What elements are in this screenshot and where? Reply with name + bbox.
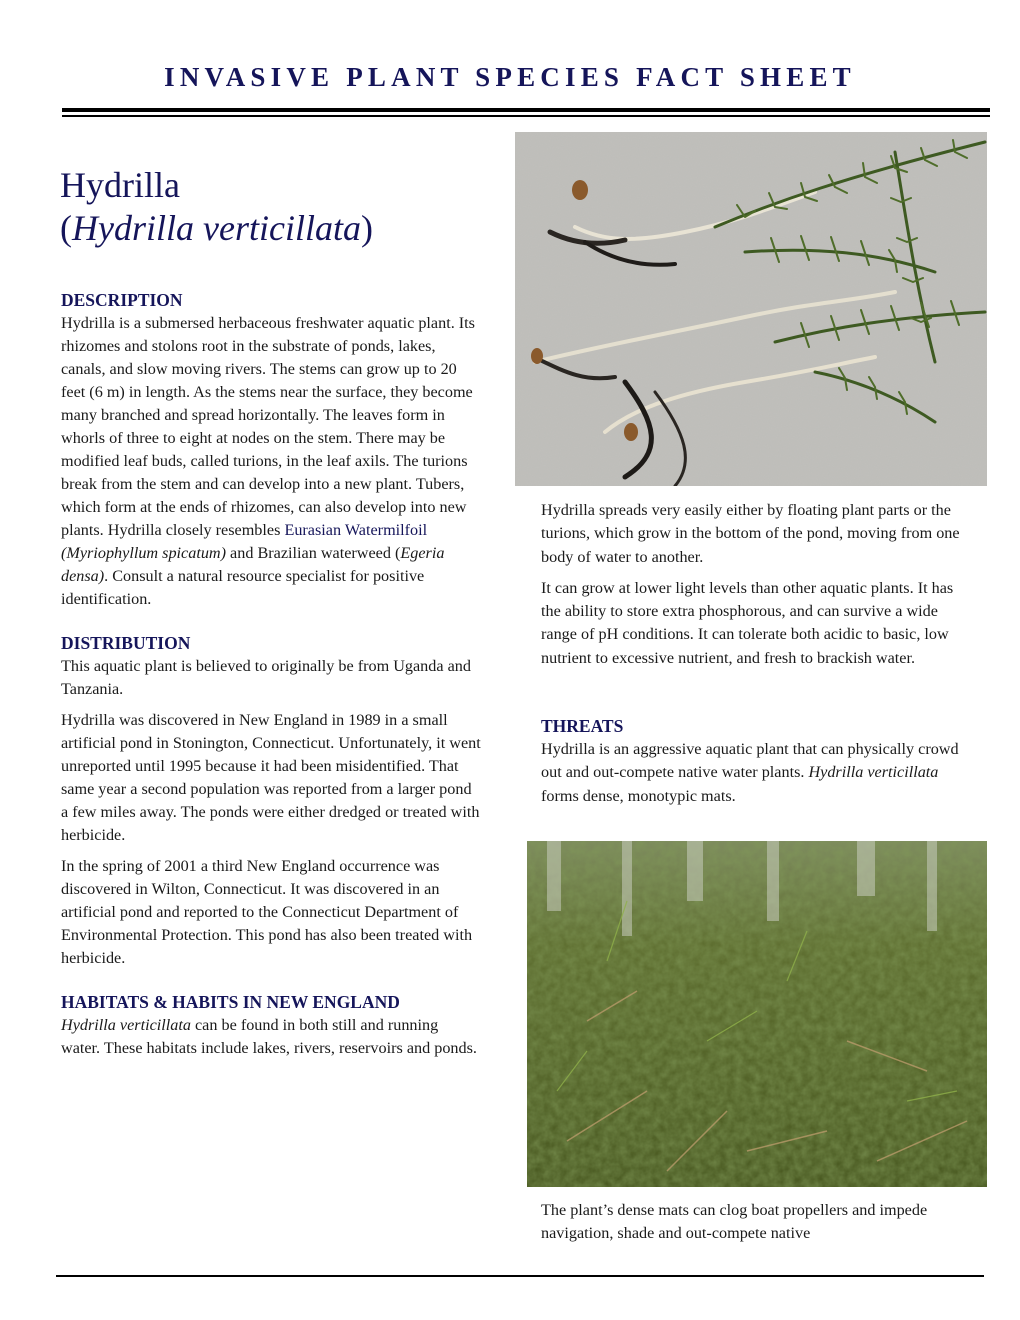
left-column xyxy=(61,289,481,1060)
spread-section xyxy=(541,499,971,670)
hydrilla-mats-photo xyxy=(527,841,987,1187)
distribution-paragraph: This aquatic plant is believed to originally be from Uganda and Tanzania. xyxy=(61,657,471,698)
spread-paragraph: It can grow at lower light levels than other aquatic plants. It has the ability to store extra phosphorous, and can survive a wide range of pH conditions. It can tolerate both acidic to basic, low nutrient to excessive nutrient, and fresh to brackish water. xyxy=(541,578,954,667)
hydrilla-mats-illustration xyxy=(527,841,987,1187)
spacer xyxy=(541,569,971,577)
distribution-paragraph: Hydrilla was discovered in New England in 1989 in a small artificial pond in Stonington, Connecticut. Unfortunately, it went unreported until 1995 because it had been misidentified. That same year a second population was reported from a larger pond a few miles away. The ponds were either dredged or treated with herbicide. xyxy=(61,711,481,844)
threats-sci-name: Hydrilla verticillata xyxy=(808,763,939,782)
spacer xyxy=(61,970,481,991)
habitats-sci-name: Hydrilla verticillata xyxy=(61,1016,191,1034)
fact-sheet-header-title: INVASIVE PLANT SPECIES FACT SHEET xyxy=(164,62,856,92)
spacer xyxy=(61,611,481,632)
mats-text: The plant’s dense mats can clog boat propellers and impede navigation, shade and out-compete native xyxy=(541,1201,928,1243)
spread-paragraph: Hydrilla spreads very easily either by floating plant parts or the turions, which grow in the bottom of the pond, moving from one body of water to another. xyxy=(541,501,960,566)
close-paren: ) xyxy=(360,208,373,248)
scientific-name: Hydrilla verticillata xyxy=(72,208,361,248)
threats-text xyxy=(541,738,971,808)
habitats-text xyxy=(61,1014,481,1060)
spacer xyxy=(61,847,481,855)
footer-rule xyxy=(56,1275,984,1277)
eurasian-watermilfoil-link[interactable]: Eurasian Watermilfoil xyxy=(284,521,428,539)
common-name: Hydrilla xyxy=(60,165,180,205)
description-sci-name: (Myriophyllum spicatum) xyxy=(61,544,226,562)
threats-section xyxy=(541,715,971,808)
habitats-text-part: can be found in both still and running water. These habitats include lakes, rivers, reservoirs and ponds. xyxy=(61,1016,477,1057)
description-text xyxy=(61,312,481,611)
distribution-heading: DISTRIBUTION xyxy=(61,633,191,653)
habitats-heading: HABITATS & HABITS IN NEW ENGLAND xyxy=(61,992,400,1012)
spacer xyxy=(61,701,481,709)
threats-heading: THREATS xyxy=(541,716,624,736)
header-rule-thick xyxy=(62,108,990,112)
hydrilla-specimen-illustration xyxy=(515,132,987,486)
scientific-name-line xyxy=(60,207,373,250)
description-text-part: . Consult a natural resource specialist for positive identification. xyxy=(61,567,425,608)
threats-text-part: forms dense, monotypic mats. xyxy=(541,786,736,805)
threats-text-part: Hydrilla is an aggressive aquatic plant that can physically crowd out and out-compete native water plants. xyxy=(541,740,959,782)
description-text-part: and Brazilian waterweed ( xyxy=(226,544,401,562)
page-title xyxy=(60,164,373,250)
distribution-paragraph: In the spring of 2001 a third New England occurrence was discovered in Wilton, Connecticut. It was discovered in an artificial pond and reported to the Connecticut Department of Environmental Protection. This pond has also been treated with herbicide. xyxy=(61,857,473,967)
description-sci-name: Egeria densa) xyxy=(61,544,445,585)
header-rule-thin xyxy=(62,115,990,117)
hydrilla-specimen-photo xyxy=(515,132,987,486)
mats-caption xyxy=(541,1199,971,1246)
description-heading: DESCRIPTION xyxy=(61,290,183,310)
description-text-part: Hydrilla is a submersed herbaceous freshwater aquatic plant. Its rhizomes and stolons root in the substrate of ponds, lakes, canals, and slow moving rivers. The stems can grow up to 20 feet (6 m) in length. As the stems near the surface, they become many branched and spread horizontally. The leaves form in whorls of three to eight at nodes on the stem. There may be modified leaf buds, called turions, in the leaf axils. The turions break from the stem and can develop into a new plant. Tubers, which form at the ends of rhizomes, can also develop into new plants. Hydrilla closely resembles xyxy=(61,314,475,539)
open-paren: ( xyxy=(60,208,72,248)
